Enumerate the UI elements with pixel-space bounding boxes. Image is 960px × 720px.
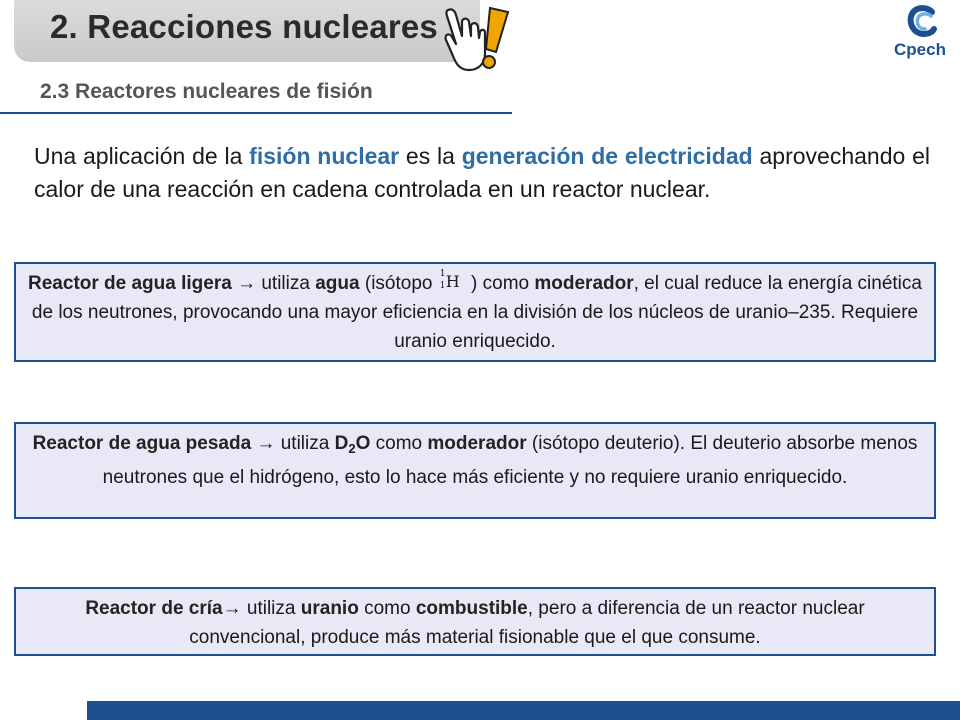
box-text: como: [370, 433, 428, 454]
pointing-hand-exclamation-icon: [438, 2, 512, 76]
box-text: (isótopo: [359, 273, 438, 294]
footer-bar: [87, 701, 960, 720]
isotope-element: H: [445, 272, 460, 291]
subtitle-divider: [0, 112, 512, 114]
heavy-water-reactor-box: [14, 422, 936, 519]
box-text: → utiliza: [222, 598, 301, 619]
isotope-atomic-number: 1: [439, 281, 446, 291]
hydrogen-isotope-symbol: [438, 269, 466, 292]
breeder-reactor-box: [14, 587, 936, 656]
box-text: → utiliza: [251, 433, 335, 454]
formula-d: D: [334, 433, 349, 454]
logo-text: Cpech: [894, 40, 946, 59]
box-text: ) como: [465, 273, 535, 294]
box-text: , pero a diferencia de un reactor nuclear convencional, produce más material fisionable que el que consume.: [189, 598, 865, 648]
intro-paragraph: [34, 140, 930, 206]
page-title: 2. Reacciones nucleares: [50, 8, 438, 45]
highlight-generacion-electricidad: generación de electricidad: [461, 143, 753, 169]
box-text: (isótopo deuterio). El deuterio absorbe menos neutrones que el hidrógeno, esto lo hace más eficiente y no requiere uranio enriquecido.: [102, 433, 918, 488]
highlight-fision-nuclear: fisión nuclear: [249, 143, 400, 169]
keyword-combustible: combustible: [415, 598, 528, 619]
intro-text: aprovechando el calor de una reacción en cadena controlada en un reactor nuclear.: [34, 143, 930, 202]
reactor-name: Reactor de cría: [85, 598, 223, 619]
keyword-moderador: moderador: [534, 273, 634, 294]
box-text: → utiliza: [231, 273, 316, 294]
reactor-name: Reactor de agua ligera: [28, 273, 232, 294]
section-subtitle: 2.3 Reactores nucleares de fisión: [40, 80, 373, 103]
formula-subscript: 2: [348, 441, 356, 456]
intro-text: Una aplicación de la: [34, 143, 250, 169]
keyword-moderador: moderador: [427, 433, 527, 454]
keyword-uranio: uranio: [300, 598, 359, 619]
cpech-logo-icon: [888, 4, 952, 44]
isotope-mass-number: 1: [439, 269, 446, 279]
formula-o: O: [355, 433, 371, 454]
keyword-agua: agua: [315, 273, 360, 294]
intro-text: es la: [399, 143, 462, 169]
reactor-name: Reactor de agua pesada: [32, 433, 252, 454]
light-water-reactor-box: [14, 262, 936, 362]
box-text: como: [358, 598, 416, 619]
title-tab: [14, 0, 480, 62]
cpech-logo: [888, 4, 952, 68]
box-text: , el cual reduce la energía cinética de los neutrones, provocando una mayor eficiencia en la división de los núcleos de uranio–235. Requiere uranio enriquecido.: [31, 273, 922, 352]
